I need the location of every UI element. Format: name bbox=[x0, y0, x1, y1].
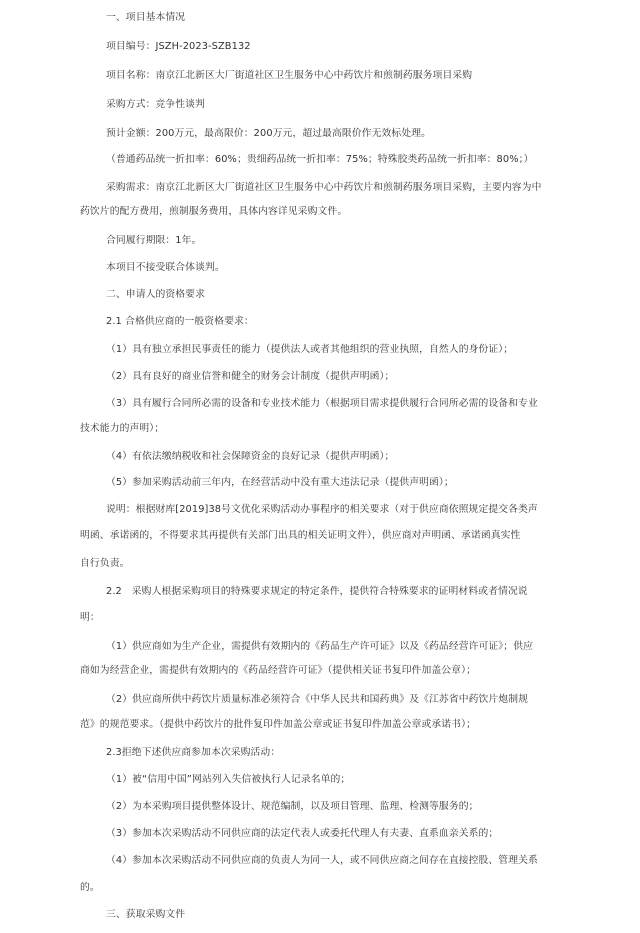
discount-rates: （普通药品统一折扣率：60%；贵细药品统一折扣率：75%；特殊胶类药品统一折扣率：80%；） bbox=[106, 154, 534, 165]
section-2-heading: 二、申请人的资格要求 bbox=[106, 289, 205, 300]
project-number: 项目编号：JSZH-2023-SZB132 bbox=[106, 41, 251, 52]
qualification-item-3-line-2: 技术能力的声明）； bbox=[80, 423, 165, 434]
special-item-1-line-2: 商如为经营企业，需提供有效期内的《药品经营许可证》（提供相关证书复印件加盖公章）； bbox=[80, 665, 476, 676]
section-2-2-line-1: 2.2 采购人根据采购项目的特殊要求规定的特定条件，提供符合特殊要求的证明材料或者情况说 bbox=[106, 586, 528, 597]
qualification-item-1: （1）具有独立承担民事责任的能力（提供法人或者其他组织的营业执照，自然人的身份证）； bbox=[106, 344, 514, 355]
qualification-item-5: （5）参加采购活动前三年内，在经营活动中没有重大违法记录（提供声明函）； bbox=[106, 477, 454, 488]
special-item-2-line-2: 范》的规范要求。（提供中药饮片的批件复印件加盖公章或证书复印件加盖公章或承诺书）； bbox=[80, 719, 476, 730]
exclusion-item-4-line-2: 的。 bbox=[80, 882, 100, 893]
exclusion-item-4-line-1: （4）参加本次采购活动不同供应商的负责人为同一人，或不同供应商之间存在直接控股、管理关系 bbox=[106, 855, 538, 866]
note-line-1: 说明：根据财库[2019]38号文优化采购活动办事程序的相关要求（对于供应商依照规定提交各类声 bbox=[106, 504, 538, 515]
section-2-3-title: 2.3拒绝下述供应商参加本次采购活动： bbox=[106, 747, 281, 758]
section-2-1-title: 2.1 合格供应商的一般资格要求： bbox=[106, 316, 254, 327]
qualification-item-4: （4）有依法缴纳税收和社会保障资金的良好记录（提供声明函）； bbox=[106, 451, 395, 462]
qualification-item-2: （2）具有良好的商业信誉和健全的财务会计制度（提供声明函）； bbox=[106, 371, 395, 382]
exclusion-item-2: （2）为本采购项目提供整体设计、规范编制，以及项目管理、监理、检测等服务的； bbox=[106, 801, 479, 812]
section-2-2-line-2: 明： bbox=[80, 612, 100, 623]
exclusion-item-3: （3）参加本次采购活动不同供应商的法定代表人或委托代理人有夫妻、直系血亲关系的； bbox=[106, 828, 499, 839]
procurement-requirement-line-1: 采购需求：南京江北新区大厂街道社区卫生服务中心中药饮片和煎制药服务项目采购，主要内容为中 bbox=[106, 182, 542, 193]
note-line-3: 自行负责。 bbox=[80, 558, 130, 569]
no-consortium-note: 本项目不接受联合体谈判。 bbox=[106, 262, 225, 273]
procurement-method: 采购方式：竞争性谈判 bbox=[106, 99, 205, 110]
project-name: 项目名称：南京江北新区大厂街道社区卫生服务中心中药饮片和煎制药服务项目采购 bbox=[106, 70, 473, 81]
qualification-item-3-line-1: （3）具有履行合同所必需的设备和专业技术能力（根据项目需求提供履行合同所必需的设备和专业 bbox=[106, 398, 538, 409]
contract-period: 合同履行期限：1年。 bbox=[106, 235, 202, 246]
budget-amount: 预计金额：200万元，最高限价：200万元，超过最高限价作无效标处理。 bbox=[106, 128, 432, 139]
special-item-1-line-1: （1）供应商如为生产企业，需提供有效期内的《药品生产许可证》以及《药品经营许可证》；供应 bbox=[106, 641, 533, 652]
special-item-2-line-1: （2）供应商所供中药饮片质量标准必须符合《中华人民共和国药典》及《江苏省中药饮片炮制规 bbox=[106, 694, 529, 705]
exclusion-item-1: （1）被“信用中国”网站列入失信被执行人记录名单的； bbox=[106, 774, 351, 785]
procurement-requirement-line-2: 药饮片的配方费用，煎制服务费用，具体内容详见采购文件。 bbox=[80, 206, 348, 217]
section-3-heading: 三、获取采购文件 bbox=[106, 909, 186, 920]
note-line-2: 明函、承诺函的，不得要求其再提供有关部门出具的相关证明文件），供应商对声明函、承诺函真实性 bbox=[80, 530, 521, 541]
section-1-heading: 一、项目基本情况 bbox=[106, 12, 186, 23]
